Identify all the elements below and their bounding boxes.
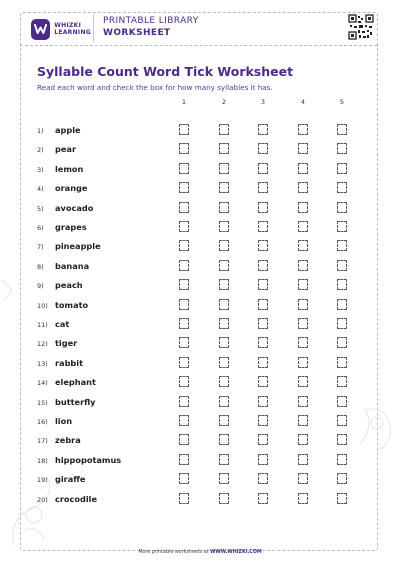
syllable-checkbox-3[interactable]: [258, 143, 268, 154]
syllable-checkbox-3[interactable]: [258, 493, 268, 504]
syllable-checkbox-1[interactable]: [179, 376, 189, 387]
syllable-checkbox-3[interactable]: [258, 473, 268, 484]
syllable-checkbox-3[interactable]: [258, 182, 268, 193]
syllable-checkbox-4[interactable]: [298, 357, 308, 368]
row-number: 6): [37, 224, 44, 232]
word-label: zebra: [55, 435, 81, 446]
column-header-2: 2: [221, 98, 227, 106]
word-label: lion: [55, 416, 73, 426]
syllable-checkbox-5[interactable]: [337, 143, 347, 154]
row-number: 9): [37, 282, 44, 291]
syllable-checkbox-4[interactable]: [298, 396, 308, 407]
syllable-checkbox-4[interactable]: [298, 493, 308, 504]
syllable-checkbox-4[interactable]: [298, 240, 308, 251]
syllable-checkbox-1[interactable]: [179, 299, 189, 310]
row-number: 7): [37, 243, 44, 252]
word-label: grapes: [55, 222, 87, 232]
syllable-checkbox-2[interactable]: [219, 473, 229, 484]
syllable-checkbox-3[interactable]: [258, 221, 268, 232]
syllable-checkbox-1[interactable]: [179, 357, 189, 368]
syllable-checkbox-1[interactable]: [179, 415, 189, 426]
syllable-checkbox-5[interactable]: [337, 124, 347, 135]
brand-logo: [31, 18, 91, 40]
syllable-checkbox-1[interactable]: [179, 163, 189, 174]
word-row: [0, 339, 400, 358]
word-row: [0, 436, 400, 455]
word-label: tomato: [55, 299, 89, 310]
word-label: pear: [55, 144, 76, 155]
syllable-checkbox-2[interactable]: [219, 143, 229, 154]
syllable-checkbox-5[interactable]: [337, 221, 347, 232]
row-number: 20): [37, 495, 48, 504]
syllable-checkbox-3[interactable]: [258, 376, 268, 387]
column-header-4: 4: [300, 98, 306, 106]
syllable-checkbox-1[interactable]: [179, 434, 189, 445]
row-number: 14): [37, 379, 48, 388]
word-label: peach: [55, 280, 83, 291]
word-row: [0, 204, 400, 223]
syllable-checkbox-1[interactable]: [179, 279, 189, 290]
syllable-checkbox-1[interactable]: [179, 493, 189, 504]
word-label: hippopotamus: [55, 454, 122, 465]
syllable-checkbox-3[interactable]: [258, 318, 268, 329]
syllable-checkbox-2[interactable]: [219, 124, 229, 135]
word-label: cat: [55, 319, 70, 329]
word-row: [0, 475, 400, 494]
row-number: 8): [37, 262, 44, 271]
logo-text-line2: LEARNING: [54, 29, 91, 36]
syllable-checkbox-5[interactable]: [337, 299, 347, 310]
qr-code-icon: [348, 14, 374, 40]
word-row: [0, 495, 400, 514]
syllable-checkbox-5[interactable]: [337, 473, 347, 484]
syllable-checkbox-3[interactable]: [258, 202, 268, 213]
word-row: [0, 281, 400, 300]
syllable-checkbox-2[interactable]: [219, 202, 229, 213]
word-row: [0, 126, 400, 145]
syllable-checkbox-4[interactable]: [298, 279, 308, 290]
syllable-checkbox-5[interactable]: [337, 337, 347, 348]
word-row: [0, 145, 400, 164]
syllable-checkbox-4[interactable]: [298, 299, 308, 310]
syllable-checkbox-2[interactable]: [219, 493, 229, 504]
word-row: [0, 165, 400, 184]
syllable-checkbox-2[interactable]: [219, 337, 229, 348]
row-number: 2): [37, 146, 44, 155]
word-row: [0, 184, 400, 203]
syllable-checkbox-5[interactable]: [337, 454, 347, 465]
word-label: giraffe: [55, 474, 86, 485]
syllable-checkbox-4[interactable]: [298, 221, 308, 232]
syllable-checkbox-4[interactable]: [298, 376, 308, 387]
syllable-checkbox-2[interactable]: [219, 182, 229, 193]
syllable-checkbox-5[interactable]: [337, 434, 347, 445]
syllable-checkbox-4[interactable]: [298, 182, 308, 193]
syllable-checkbox-3[interactable]: [258, 124, 268, 135]
word-label: butterfly: [55, 396, 96, 407]
syllable-checkbox-3[interactable]: [258, 415, 268, 426]
syllable-checkbox-5[interactable]: [337, 163, 347, 174]
row-number: 3): [37, 165, 44, 174]
logo-text: [54, 22, 91, 36]
logo-text-line1: WHIZKI: [54, 22, 82, 29]
word-row: [0, 223, 400, 242]
word-label: apple: [55, 125, 81, 135]
syllable-checkbox-2[interactable]: [219, 357, 229, 368]
word-row: [0, 242, 400, 261]
section-label: WORKSHEET: [103, 28, 171, 38]
column-header-1: 1: [181, 98, 187, 106]
syllable-checkbox-2[interactable]: [219, 376, 229, 387]
syllable-checkbox-3[interactable]: [258, 279, 268, 290]
row-number: 12): [37, 340, 48, 349]
syllable-checkbox-1[interactable]: [179, 318, 189, 329]
header-divider: [20, 45, 377, 46]
syllable-checkbox-4[interactable]: [298, 415, 308, 426]
word-row: [0, 359, 400, 378]
library-label: PRINTABLE LIBRARY: [103, 16, 199, 26]
row-number: 11): [37, 321, 48, 329]
row-number: 5): [37, 204, 44, 213]
column-header-5: 5: [339, 98, 345, 106]
syllable-checkbox-1[interactable]: [179, 454, 189, 465]
syllable-checkbox-2[interactable]: [219, 240, 229, 251]
syllable-checkbox-1[interactable]: [179, 240, 189, 251]
row-number: 13): [37, 359, 48, 368]
row-number: 1): [37, 127, 44, 135]
syllable-checkbox-1[interactable]: [179, 473, 189, 484]
logo-w-icon: [31, 19, 50, 40]
footer-text: More printable worksheets at: [138, 550, 209, 555]
syllable-checkbox-3[interactable]: [258, 454, 268, 465]
word-row: [0, 378, 400, 397]
word-row: [0, 262, 400, 281]
row-number: 4): [37, 185, 44, 194]
word-label: elephant: [55, 377, 96, 388]
syllable-checkbox-4[interactable]: [298, 143, 308, 154]
syllable-checkbox-5[interactable]: [337, 396, 347, 407]
syllable-checkbox-2[interactable]: [219, 318, 229, 329]
syllable-checkbox-1[interactable]: [179, 260, 189, 271]
logo-divider: [93, 14, 94, 42]
syllable-checkbox-5[interactable]: [337, 260, 347, 271]
syllable-checkbox-2[interactable]: [219, 415, 229, 426]
syllable-checkbox-5[interactable]: [337, 240, 347, 251]
row-number: 15): [37, 398, 48, 407]
column-header-3: 3: [260, 98, 266, 106]
syllable-checkbox-5[interactable]: [337, 357, 347, 368]
syllable-checkbox-1[interactable]: [179, 221, 189, 232]
syllable-checkbox-1[interactable]: [179, 124, 189, 135]
word-label: banana: [55, 260, 90, 271]
syllable-checkbox-5[interactable]: [337, 493, 347, 504]
word-label: crocodile: [55, 493, 98, 504]
word-label: rabbit: [55, 357, 84, 368]
word-label: tiger: [55, 338, 78, 349]
row-number: 17): [37, 437, 48, 446]
syllable-checkbox-3[interactable]: [258, 337, 268, 348]
syllable-checkbox-2[interactable]: [219, 299, 229, 310]
syllable-checkbox-3[interactable]: [258, 240, 268, 251]
syllable-checkbox-1[interactable]: [179, 182, 189, 193]
worksheet-instructions: Read each word and check the box for how many syllables it has.: [37, 83, 273, 92]
syllable-checkbox-2[interactable]: [219, 454, 229, 465]
word-label: lemon: [55, 163, 84, 174]
syllable-checkbox-4[interactable]: [298, 337, 308, 348]
syllable-checkbox-2[interactable]: [219, 434, 229, 445]
syllable-checkbox-3[interactable]: [258, 299, 268, 310]
syllable-checkbox-4[interactable]: [298, 260, 308, 271]
syllable-checkbox-4[interactable]: [298, 124, 308, 135]
syllable-checkbox-4[interactable]: [298, 454, 308, 465]
syllable-checkbox-1[interactable]: [179, 143, 189, 154]
syllable-checkbox-4[interactable]: [298, 163, 308, 174]
syllable-checkbox-2[interactable]: [219, 163, 229, 174]
syllable-checkbox-1[interactable]: [179, 202, 189, 213]
word-row: [0, 301, 400, 320]
syllable-checkbox-4[interactable]: [298, 473, 308, 484]
word-row: [0, 456, 400, 475]
word-row: [0, 417, 400, 436]
word-row: [0, 398, 400, 417]
syllable-checkbox-2[interactable]: [219, 221, 229, 232]
syllable-checkbox-5[interactable]: [337, 318, 347, 329]
syllable-checkbox-3[interactable]: [258, 357, 268, 368]
syllable-checkbox-5[interactable]: [337, 182, 347, 193]
word-label: pineapple: [55, 241, 101, 252]
row-number: 10): [37, 301, 48, 310]
row-number: 18): [37, 456, 48, 465]
syllable-checkbox-4[interactable]: [298, 318, 308, 329]
syllable-checkbox-5[interactable]: [337, 279, 347, 290]
syllable-checkbox-1[interactable]: [179, 396, 189, 407]
word-label: orange: [55, 183, 88, 194]
syllable-checkbox-3[interactable]: [258, 396, 268, 407]
syllable-checkbox-3[interactable]: [258, 163, 268, 174]
syllable-checkbox-5[interactable]: [337, 376, 347, 387]
syllable-checkbox-4[interactable]: [298, 434, 308, 445]
word-label: avocado: [55, 202, 94, 213]
syllable-checkbox-2[interactable]: [219, 260, 229, 271]
syllable-checkbox-1[interactable]: [179, 337, 189, 348]
footer-link[interactable]: WWW.WHIZKI.COM: [210, 550, 262, 555]
syllable-checkbox-3[interactable]: [258, 434, 268, 445]
syllable-checkbox-2[interactable]: [219, 279, 229, 290]
syllable-checkbox-2[interactable]: [219, 396, 229, 407]
row-number: 16): [37, 418, 48, 426]
footer: [0, 550, 400, 555]
syllable-checkbox-5[interactable]: [337, 202, 347, 213]
syllable-checkbox-3[interactable]: [258, 260, 268, 271]
syllable-checkbox-4[interactable]: [298, 202, 308, 213]
worksheet-title: Syllable Count Word Tick Worksheet: [37, 64, 294, 79]
row-number: 19): [37, 476, 48, 485]
syllable-checkbox-5[interactable]: [337, 415, 347, 426]
word-row: [0, 320, 400, 339]
